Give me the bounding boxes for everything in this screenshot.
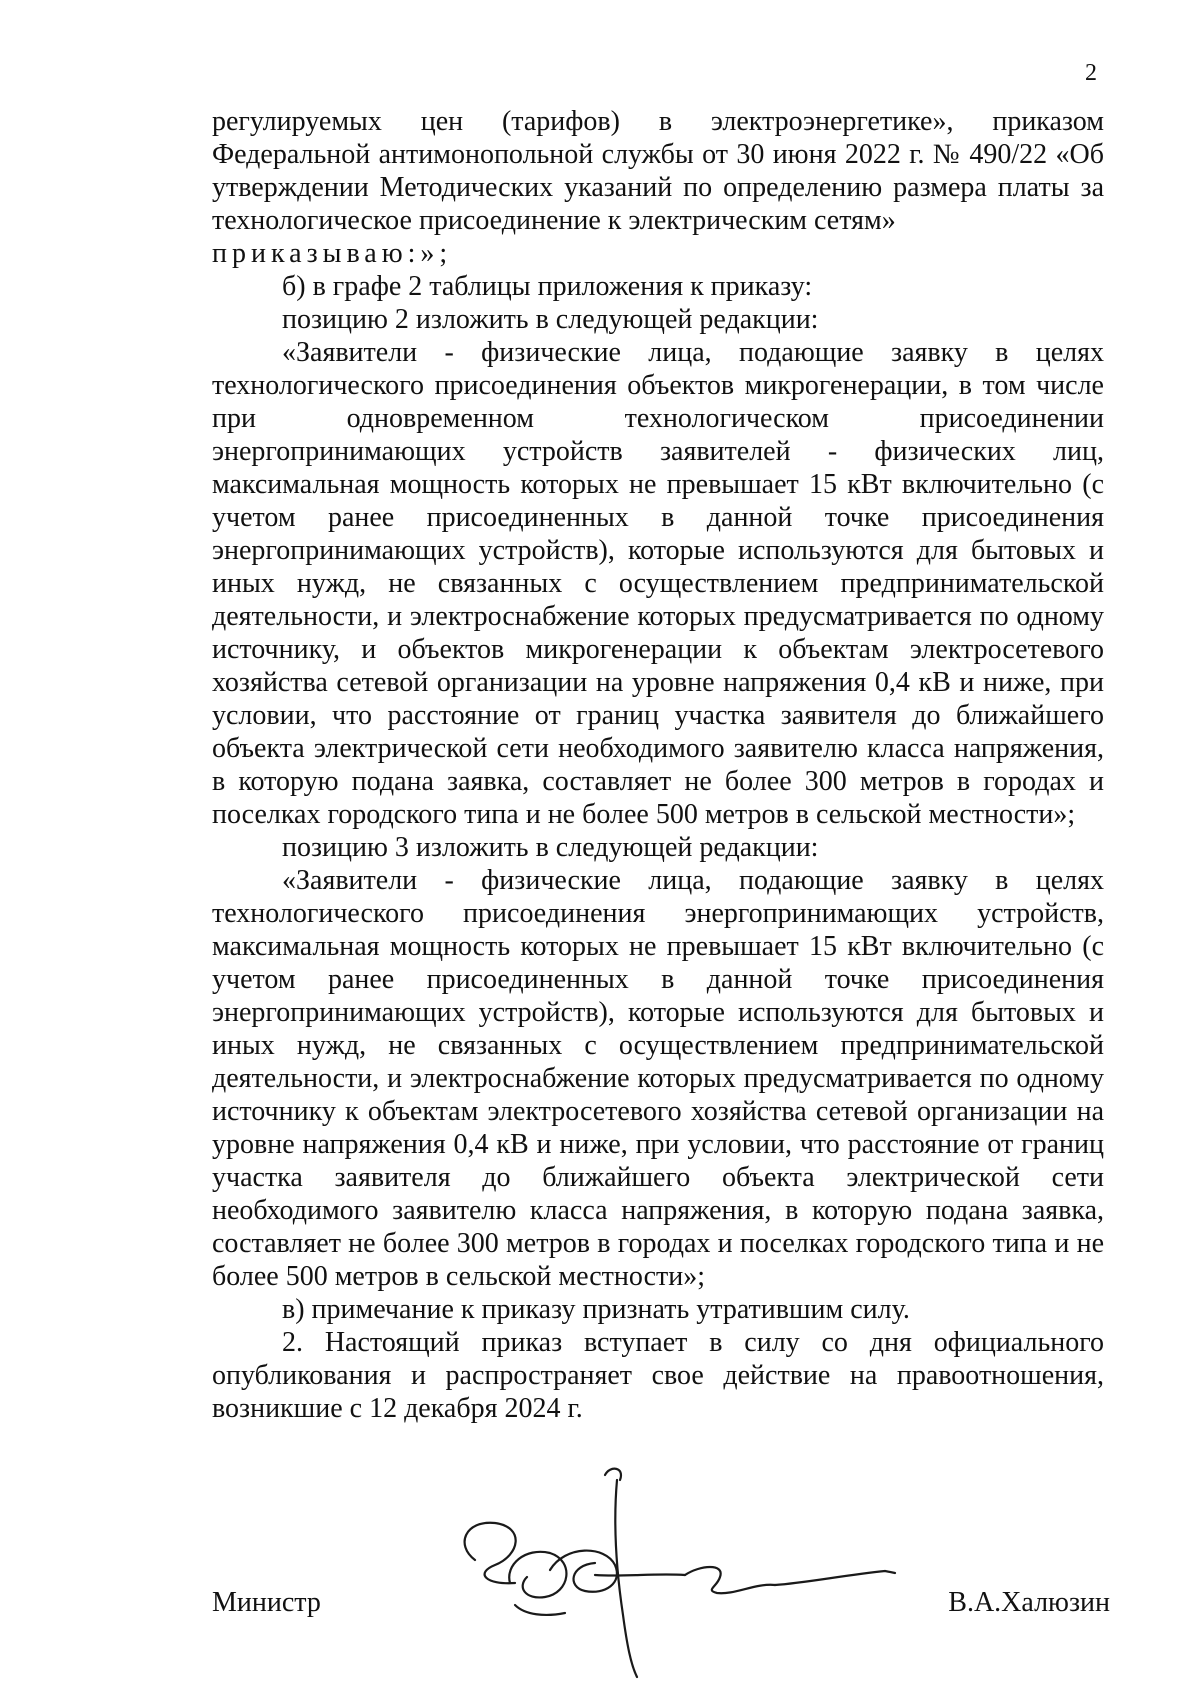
paragraph-continuation <box>212 105 1104 270</box>
signatory-name: В.А.Халюзин <box>948 1587 1110 1618</box>
page-number: 2 <box>1085 60 1097 86</box>
paragraph-position-3-text: «Заявители - физические лица, подающие заявку в целях технологического присоединения энергопринимающих устройств, максимальная мощность которых не превышает 15 кВт включительно (с учетом ранее присоединенных в данной точке присоединения энергопринимающих устройств), которые используются для бытовых и иных нужд, не связанных с осуществлением предпринимательской деятельности, и электроснабжение которых предусматривается по одному источнику к объектам электросетевого хозяйства сетевой организации на уровне напряжения 0,4 кВ и ниже, при условии, что расстояние от границ участка заявителя до ближайшего объекта электрической сети необходимого заявителю класса напряжения, в которую подана заявка, составляет не более 300 метров в городах и поселках городского типа и не более 500 метров в сельской местности»; <box>212 865 1104 1292</box>
paragraph-position-3-heading: позицию 3 изложить в следующей редакции: <box>282 832 819 863</box>
paragraph-position-2-heading: позицию 2 изложить в следующей редакции: <box>282 304 819 335</box>
paragraph-continuation-text: регулируемых цен (тарифов) в электроэнергетике», приказом Федеральной антимонопольной службы от 30 июня 2022 г. № 490/22 «Об утверждении Методических указаний по определению размера платы за технологическое присоединение к электрическим сетям» <box>212 106 1104 236</box>
paragraph-position-2-text: «Заявители - физические лица, подающие заявку в целях технологического присоединения объектов микрогенерации, в том числе при одновременном технологическом присоединении энергопринимающих устройств заявителей - физических лиц, максимальная мощность которых не превышает 15 кВт включительно (с учетом ранее присоединенных в данной точке присоединения энергопринимающих устройств), которые используются для бытовых и иных нужд, не связанных с осуществлением предпринимательской деятельности, и электроснабжение которых предусматривается по одному источнику, и объектов микрогенерации к объектам электросетевого хозяйства сетевой организации на уровне напряжения 0,4 кВ и ниже, при условии, что расстояние от границ участка заявителя до ближайшего объекта электрической сети необходимого заявителю класса напряжения, в которую подана заявка, составляет не более 300 метров в городах и поселках городского типа и не более 500 метров в сельской местности»; <box>212 337 1104 830</box>
document-body <box>212 105 1104 1425</box>
signatory-role: Министр <box>212 1587 321 1618</box>
order-word: приказываю:»; <box>212 238 453 269</box>
handwritten-signature <box>455 1465 905 1685</box>
paragraph-v: в) примечание к приказу признать утратившим силу. <box>282 1294 910 1325</box>
paragraph-b: б) в графе 2 таблицы приложения к приказу: <box>282 271 813 302</box>
signature-block <box>0 1575 1200 1695</box>
paragraph-2: 2. Настоящий приказ вступает в силу со дня официального опубликования и распространяет свое действие на правоотношения, возникшие с 12 декабря 2024 г. <box>212 1327 1104 1424</box>
